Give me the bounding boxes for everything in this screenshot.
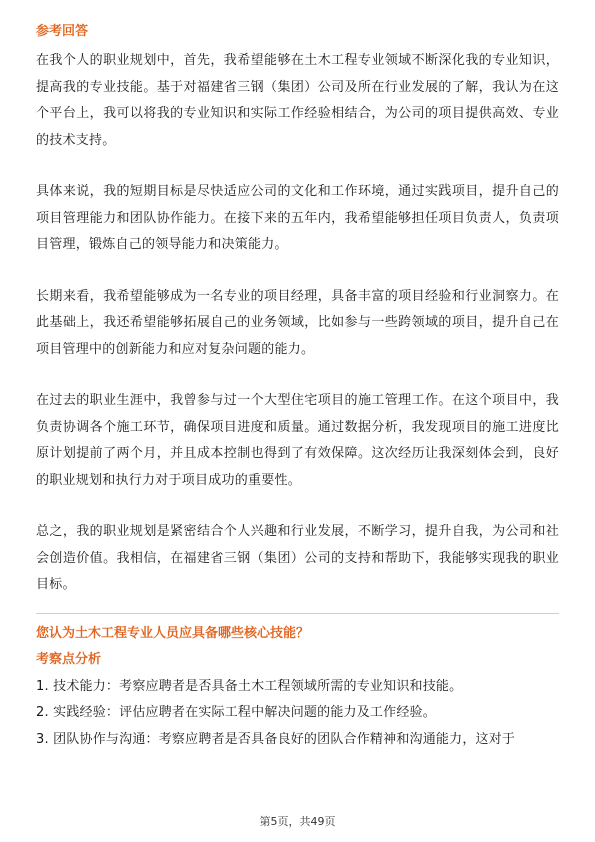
document-page xyxy=(36,22,559,753)
section-divider xyxy=(36,613,559,614)
list-item: 3. 团队协作与沟通：考察应聘者是否具备良好的团队合作精神和沟通能力，这对于 xyxy=(36,731,516,747)
page-number: 第5页，共49页 xyxy=(259,815,336,828)
answer-paragraph: 在我个人的职业规划中，首先，我希望能够在土木工程专业领域不断深化我的专业知识，提高我的专业技能。基于对福建省三钢（集团）公司及所在行业发展的了解，我认为在这个平台上，我可以将我的专业知识和实际工作经验相结合，为公司的项目提供高效、专业的技术支持。 xyxy=(36,53,559,148)
answer-paragraph: 总之，我的职业规划是紧密结合个人兴趣和行业发展，不断学习，提升自我，为公司和社会创造价值。我相信，在福建省三钢（集团）公司的支持和帮助下，我能够实现我的职业目标。 xyxy=(36,524,559,592)
answer-paragraph: 在过去的职业生涯中，我曾参与过一个大型住宅项目的施工管理工作。在这个项目中，我负责协调各个施工环节，确保项目进度和质量。通过数据分析，我发现项目的施工进度比原计划提前了两个月，并且成本控制也得到了有效保障。这次经历让我深刻体会到，良好的职业规划和执行力对于项目成功的重要性。 xyxy=(36,393,559,488)
reference-answer-heading: 参考回答 xyxy=(36,24,89,39)
analysis-list xyxy=(36,674,559,754)
list-item: 1. 技术能力：考察应聘者是否具备土木工程领域所需的专业知识和技能。 xyxy=(36,678,463,694)
list-item: 2. 实践经验：评估应聘者在实际工程中解决问题的能力及工作经验。 xyxy=(36,705,436,720)
answer-paragraph: 长期来看，我希望能够成为一名专业的项目经理，具备丰富的项目经验和行业洞察力。在此基础上，我还希望能够拓展自己的业务领域，比如参与一些跨领域的项目，提升自己在项目管理中的创新能力和应对复杂问题的能力。 xyxy=(36,288,559,357)
answer-paragraph: 具体来说，我的短期目标是尽快适应公司的文化和工作环境，通过实践项目，提升自己的项目管理能力和团队协作能力。在接下来的五年内，我希望能够担任项目负责人，负责项目管理，锻炼自己的领导能力和决策能力。 xyxy=(36,184,559,252)
analysis-heading: 考察点分析 xyxy=(36,651,102,667)
question-heading: 您认为土木工程专业人员应具备哪些核心技能？ xyxy=(36,625,310,641)
